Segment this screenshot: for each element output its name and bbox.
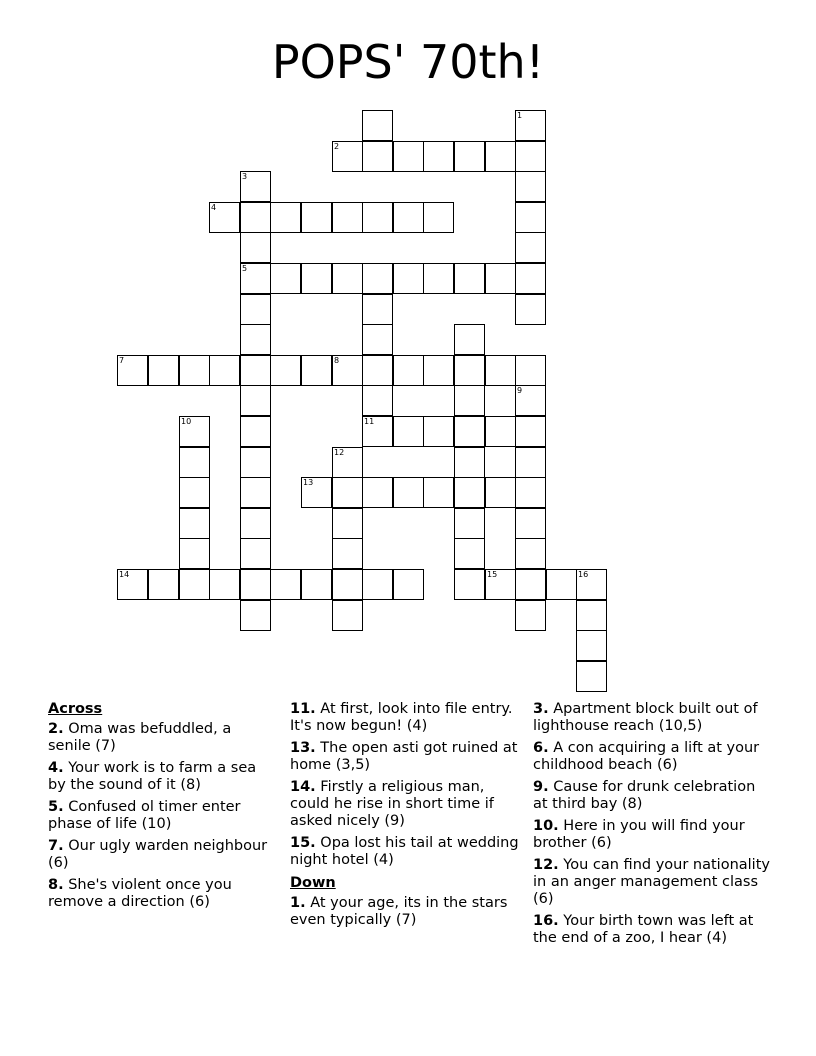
grid-cell[interactable] [423, 355, 454, 386]
grid-cell[interactable] [240, 202, 271, 233]
grid-cell[interactable] [393, 477, 424, 508]
clue-number: 13 [303, 478, 314, 487]
clue-number: 3 [242, 172, 248, 181]
clue-number-label: 7. [48, 838, 64, 854]
clue-number-label: 13. [290, 740, 316, 756]
grid-cell[interactable] [576, 569, 607, 600]
clue-number: 14 [119, 570, 130, 579]
grid-cell[interactable] [209, 569, 240, 600]
grid-cell[interactable] [515, 385, 546, 416]
grid-cell[interactable] [332, 569, 363, 600]
clue-number: 7 [119, 356, 125, 365]
grid-cell[interactable] [423, 416, 454, 447]
clue-text: Here in you will find your brother (6) [533, 818, 745, 851]
clue-number: 12 [334, 448, 345, 457]
clue-text: At first, look into file entry. It's now begun! (4) [290, 701, 513, 734]
grid-cell[interactable] [148, 569, 179, 600]
grid-cell[interactable] [362, 263, 393, 294]
clue-number: 11 [364, 417, 375, 426]
grid-cell[interactable] [454, 385, 485, 416]
puzzle-title: POPS' 70th! [271, 35, 545, 89]
grid-cell[interactable] [393, 569, 424, 600]
grid-cell[interactable] [515, 263, 546, 294]
clue [533, 779, 773, 813]
clue [533, 857, 773, 908]
clue-text: Your work is to farm a sea by the sound of it (8) [48, 760, 257, 793]
grid-cell[interactable] [423, 202, 454, 233]
grid-cell[interactable] [240, 232, 271, 263]
clue-number-label: 12. [533, 857, 559, 873]
grid-cell[interactable] [393, 355, 424, 386]
clue-number-label: 8. [48, 877, 64, 893]
grid-cell[interactable] [454, 355, 485, 386]
grid-cell[interactable] [240, 600, 271, 631]
clue [290, 835, 520, 869]
down-clue-list [290, 895, 520, 929]
grid-cell[interactable] [362, 202, 393, 233]
down-header: Down [290, 875, 336, 891]
clue [533, 701, 773, 735]
grid-cell[interactable] [240, 263, 271, 294]
grid-cell[interactable] [332, 477, 363, 508]
clue-number: 15 [487, 570, 498, 579]
clue [48, 760, 273, 794]
grid-cell[interactable] [515, 477, 546, 508]
grid-cell[interactable] [148, 355, 179, 386]
grid-cell[interactable] [454, 141, 485, 172]
grid-cell[interactable] [117, 569, 148, 600]
grid-cell[interactable] [423, 477, 454, 508]
clue-number-label: 3. [533, 701, 549, 717]
grid-cell[interactable] [240, 385, 271, 416]
grid-cell[interactable] [362, 141, 393, 172]
grid-cell[interactable] [240, 355, 271, 386]
grid-cell[interactable] [454, 263, 485, 294]
across-clue-list-continued [290, 701, 520, 869]
grid-cell[interactable] [362, 416, 393, 447]
grid-cell[interactable] [332, 600, 363, 631]
clue-number-label: 4. [48, 760, 64, 776]
grid-cell[interactable] [393, 263, 424, 294]
grid-cell[interactable] [423, 263, 454, 294]
clue-number-label: 14. [290, 779, 316, 795]
grid-cell[interactable] [179, 416, 210, 447]
clue-text: The open asti got ruined at home (3,5) [290, 740, 518, 773]
grid-cell[interactable] [515, 294, 546, 325]
clue [290, 701, 520, 735]
grid-cell[interactable] [332, 355, 363, 386]
clue-number: 1 [517, 111, 523, 120]
grid-cell[interactable] [209, 202, 240, 233]
grid-cell[interactable] [179, 447, 210, 478]
grid-cell[interactable] [454, 538, 485, 569]
grid-cell[interactable] [270, 202, 301, 233]
clue-number-label: 11. [290, 701, 316, 717]
grid-cell[interactable] [332, 263, 363, 294]
grid-cell[interactable] [454, 324, 485, 355]
clue-text: Our ugly warden neighbour (6) [48, 838, 268, 871]
grid-cell[interactable] [515, 569, 546, 600]
grid-cell[interactable] [485, 263, 516, 294]
grid-cell[interactable] [362, 569, 393, 600]
grid-cell[interactable] [546, 569, 577, 600]
clue-text: Your birth town was left at the end of a zoo, I hear (4) [533, 913, 754, 946]
clue-number-label: 10. [533, 818, 559, 834]
grid-cell[interactable] [454, 416, 485, 447]
grid-cell[interactable] [393, 416, 424, 447]
grid-cell[interactable] [515, 416, 546, 447]
clue [290, 895, 520, 929]
grid-cell[interactable] [240, 569, 271, 600]
grid-cell[interactable] [179, 538, 210, 569]
grid-cell[interactable] [485, 416, 516, 447]
clue-number: 16 [578, 570, 589, 579]
grid-cell[interactable] [179, 569, 210, 600]
grid-cell[interactable] [393, 202, 424, 233]
clue-text: She's violent once you remove a direction (6) [48, 877, 232, 910]
grid-cell[interactable] [515, 141, 546, 172]
clue-text: Oma was befuddled, a senile (7) [48, 721, 232, 754]
clue [533, 740, 773, 774]
clue-text: A con acquiring a lift at your childhood beach (6) [533, 740, 760, 773]
clue-text: You can find your nationality in an anger management class (6) [533, 857, 770, 907]
grid-cell[interactable] [240, 508, 271, 539]
clue-number-label: 16. [533, 913, 559, 929]
grid-cell[interactable] [485, 569, 516, 600]
grid-cell[interactable] [270, 569, 301, 600]
grid-cell[interactable] [362, 324, 393, 355]
grid-cell[interactable] [270, 355, 301, 386]
grid-cell[interactable] [301, 263, 332, 294]
grid-cell[interactable] [515, 232, 546, 263]
clue-number-label: 9. [533, 779, 549, 795]
grid-cell[interactable] [515, 171, 546, 202]
grid-cell[interactable] [240, 416, 271, 447]
grid-cell[interactable] [362, 477, 393, 508]
clue-number-label: 6. [533, 740, 549, 756]
down-clue-list-continued [533, 701, 773, 947]
clues-column-3 [533, 701, 773, 952]
clue-number-label: 5. [48, 799, 64, 815]
grid-cell[interactable] [240, 324, 271, 355]
clues-column-2 [290, 701, 520, 934]
clue-text: Cause for drunk celebration at third bay (8) [533, 779, 756, 812]
clue-text: At your age, its in the stars even typically (7) [290, 895, 508, 928]
clue [48, 877, 273, 911]
grid-cell[interactable] [515, 202, 546, 233]
grid-cell[interactable] [240, 294, 271, 325]
across-clue-list [48, 721, 273, 911]
grid-cell[interactable] [179, 508, 210, 539]
grid-cell[interactable] [301, 355, 332, 386]
grid-cell[interactable] [423, 141, 454, 172]
clue-text: Apartment block built out of lighthouse reach (10,5) [533, 701, 758, 734]
clue-number: 2 [334, 142, 340, 151]
clue-text: Firstly a religious man, could he rise in short time if asked nicely (9) [290, 779, 494, 829]
grid-cell[interactable] [576, 661, 607, 692]
grid-cell[interactable] [576, 630, 607, 661]
clue [48, 799, 273, 833]
clue-number: 5 [242, 264, 248, 273]
grid-cell[interactable] [332, 202, 363, 233]
clue-text: Confused ol timer enter phase of life (10) [48, 799, 241, 832]
grid-cell[interactable] [576, 600, 607, 631]
clue [533, 818, 773, 852]
grid-cell[interactable] [454, 477, 485, 508]
grid-cell[interactable] [515, 447, 546, 478]
grid-cell[interactable] [515, 110, 546, 141]
grid-cell[interactable] [515, 538, 546, 569]
grid-cell[interactable] [515, 355, 546, 386]
clue-number: 8 [334, 356, 340, 365]
grid-cell[interactable] [332, 508, 363, 539]
across-header: Across [48, 701, 103, 717]
grid-cell[interactable] [454, 447, 485, 478]
grid-cell[interactable] [301, 569, 332, 600]
grid-cell[interactable] [485, 355, 516, 386]
grid-cell[interactable] [393, 141, 424, 172]
grid-cell[interactable] [179, 477, 210, 508]
grid-cell[interactable] [117, 355, 148, 386]
grid-cell[interactable] [485, 477, 516, 508]
grid-cell[interactable] [240, 538, 271, 569]
grid-cell[interactable] [240, 447, 271, 478]
grid-cell[interactable] [485, 141, 516, 172]
clue-number: 10 [181, 417, 192, 426]
clue [290, 740, 520, 774]
clue [48, 721, 273, 755]
grid-cell[interactable] [454, 569, 485, 600]
grid-cell[interactable] [362, 355, 393, 386]
clues-column-1 [48, 701, 273, 916]
grid-cell[interactable] [301, 202, 332, 233]
clue-number: 9 [517, 386, 523, 395]
grid-cell[interactable] [240, 477, 271, 508]
grid-cell[interactable] [301, 477, 332, 508]
grid-cell[interactable] [454, 508, 485, 539]
grid-cell[interactable] [209, 355, 240, 386]
clue-number: 4 [211, 203, 217, 212]
grid-cell[interactable] [362, 385, 393, 416]
clue [48, 838, 273, 872]
clue [533, 913, 773, 947]
clue-number-label: 1. [290, 895, 306, 911]
grid-cell[interactable] [332, 538, 363, 569]
grid-cell[interactable] [362, 294, 393, 325]
grid-cell[interactable] [240, 171, 271, 202]
grid-cell[interactable] [179, 355, 210, 386]
grid-cell[interactable] [332, 447, 363, 478]
grid-cell[interactable] [515, 600, 546, 631]
grid-cell[interactable] [515, 508, 546, 539]
clue-text: Opa lost his tail at wedding night hotel (4) [290, 835, 519, 868]
grid-cell[interactable] [332, 141, 363, 172]
grid-cell[interactable] [362, 110, 393, 141]
clue-number-label: 15. [290, 835, 316, 851]
grid-cell[interactable] [270, 263, 301, 294]
clue-number-label: 2. [48, 721, 64, 737]
clue [290, 779, 520, 830]
